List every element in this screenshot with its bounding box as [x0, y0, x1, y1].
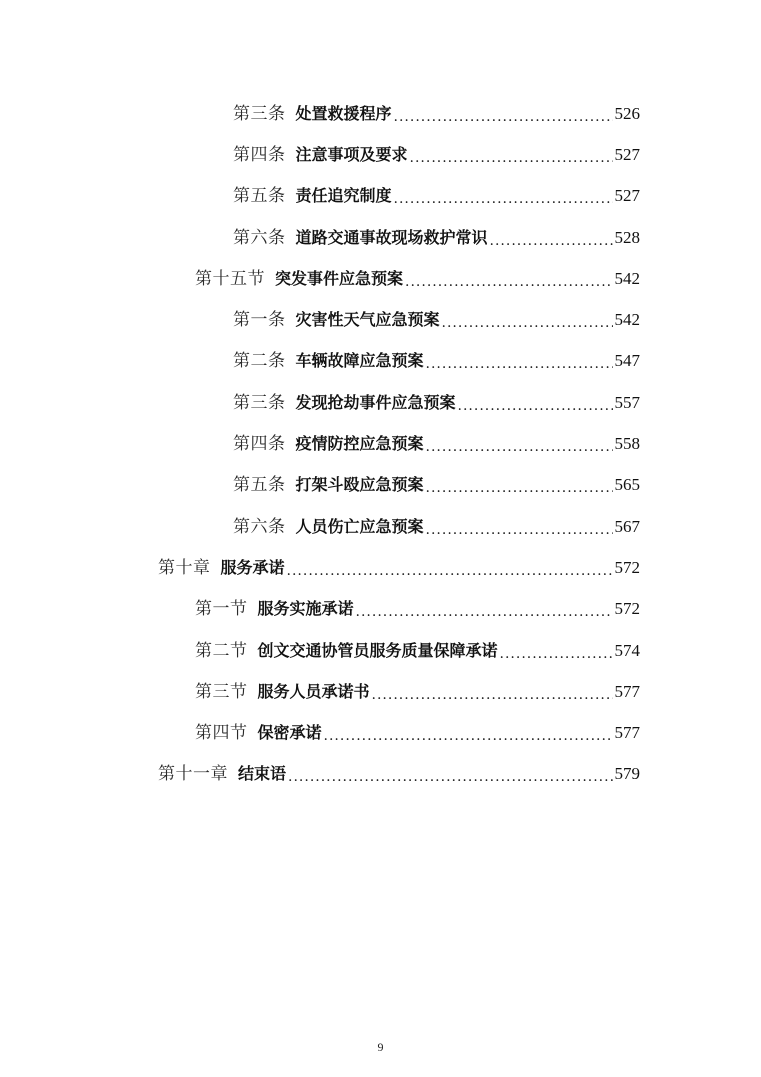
toc-entry-title: 人员伤亡应急预案 — [295, 516, 424, 536]
toc-dot-leader — [288, 767, 612, 787]
toc-entry-title: 道路交通事故现场救护常识 — [295, 227, 488, 247]
toc-entry-number: 第十一章 — [158, 764, 228, 785]
toc-entry-page: 565 — [614, 475, 640, 495]
toc-entry-title: 责任追究制度 — [295, 186, 392, 206]
toc-entry[interactable] — [0, 134, 761, 175]
toc-dot-leader — [426, 437, 613, 457]
toc-entry[interactable] — [0, 423, 761, 464]
toc-entry[interactable] — [0, 630, 761, 671]
toc-entry-page: 528 — [614, 227, 640, 247]
toc-entry-number: 第三节 — [195, 681, 248, 702]
toc-entry-page: 577 — [614, 723, 640, 743]
toc-dot-leader — [372, 685, 613, 705]
toc-entry[interactable] — [0, 258, 761, 299]
toc-entry[interactable] — [0, 671, 761, 712]
toc-dot-leader — [405, 272, 612, 292]
toc-entry-title: 灾害性天气应急预案 — [295, 310, 440, 330]
toc-dot-leader — [324, 726, 613, 746]
toc-entry-number: 第十五节 — [195, 268, 265, 289]
toc-entry-title: 注意事项及要求 — [295, 144, 408, 164]
toc-dot-leader — [410, 148, 613, 168]
toc-dot-leader — [394, 107, 613, 127]
toc-entry-number: 第六条 — [233, 516, 286, 537]
toc-entry-number: 第一节 — [195, 599, 248, 620]
toc-entry[interactable] — [0, 712, 761, 753]
table-of-contents — [0, 93, 761, 795]
toc-dot-leader — [287, 561, 613, 581]
toc-entry[interactable] — [0, 465, 761, 506]
toc-entry-page: 577 — [614, 681, 640, 701]
toc-entry-title: 疫情防控应急预案 — [295, 434, 424, 454]
toc-entry-page: 547 — [614, 351, 640, 371]
toc-entry-title: 服务承诺 — [220, 557, 285, 577]
toc-entry[interactable] — [0, 547, 761, 588]
toc-entry[interactable] — [0, 382, 761, 423]
toc-entry[interactable] — [0, 217, 761, 258]
toc-entry-page: 526 — [614, 103, 640, 123]
toc-entry[interactable] — [0, 341, 761, 382]
toc-entry-number: 第一条 — [233, 310, 286, 331]
toc-entry-page: 542 — [614, 310, 640, 330]
toc-entry-number: 第五条 — [233, 186, 286, 207]
toc-entry-number: 第四条 — [233, 144, 286, 165]
toc-entry-page: 574 — [614, 640, 640, 660]
toc-dot-leader — [426, 354, 613, 374]
toc-entry[interactable] — [0, 589, 761, 630]
toc-entry-number: 第五条 — [233, 475, 286, 496]
toc-dot-leader — [500, 644, 613, 664]
toc-dot-leader — [356, 602, 613, 622]
toc-entry-title: 结束语 — [238, 764, 287, 784]
toc-entry-page: 557 — [614, 392, 640, 412]
toc-entry[interactable] — [0, 754, 761, 795]
toc-entry-number: 第六条 — [233, 227, 286, 248]
toc-entry-title: 保密承诺 — [257, 723, 322, 743]
toc-entry[interactable] — [0, 299, 761, 340]
toc-dot-leader — [426, 478, 613, 498]
toc-entry-title: 创文交通协管员服务质量保障承诺 — [257, 640, 498, 660]
toc-entry-number: 第三条 — [233, 103, 286, 124]
toc-entry[interactable] — [0, 93, 761, 134]
toc-dot-leader — [458, 396, 613, 416]
toc-entry-title: 处置救援程序 — [295, 103, 392, 123]
toc-entry-number: 第四节 — [195, 723, 248, 744]
toc-entry-number: 第十章 — [158, 557, 211, 578]
toc-dot-leader — [394, 189, 613, 209]
toc-dot-leader — [490, 231, 613, 251]
toc-entry-number: 第三条 — [233, 392, 286, 413]
toc-entry-page: 527 — [614, 186, 640, 206]
toc-entry[interactable] — [0, 506, 761, 547]
toc-entry-number: 第二条 — [233, 351, 286, 372]
toc-entry-title: 车辆故障应急预案 — [295, 351, 424, 371]
toc-dot-leader — [442, 313, 613, 333]
toc-entry-page: 579 — [614, 764, 640, 784]
toc-entry-title: 打架斗殴应急预案 — [295, 475, 424, 495]
toc-entry-page: 567 — [614, 516, 640, 536]
toc-entry-page: 527 — [614, 144, 640, 164]
toc-entry-page: 542 — [614, 268, 640, 288]
toc-entry-number: 第四条 — [233, 434, 286, 455]
toc-entry-title: 服务实施承诺 — [257, 599, 354, 619]
toc-entry-title: 突发事件应急预案 — [275, 268, 404, 288]
toc-entry-title: 服务人员承诺书 — [257, 681, 370, 701]
toc-entry-title: 发现抢劫事件应急预案 — [295, 392, 456, 412]
toc-entry-number: 第二节 — [195, 640, 248, 661]
toc-dot-leader — [426, 520, 613, 540]
toc-entry[interactable] — [0, 176, 761, 217]
toc-entry-page: 572 — [614, 599, 640, 619]
page-number: 9 — [377, 1040, 384, 1054]
toc-entry-page: 558 — [614, 434, 640, 454]
toc-entry-page: 572 — [614, 557, 640, 577]
